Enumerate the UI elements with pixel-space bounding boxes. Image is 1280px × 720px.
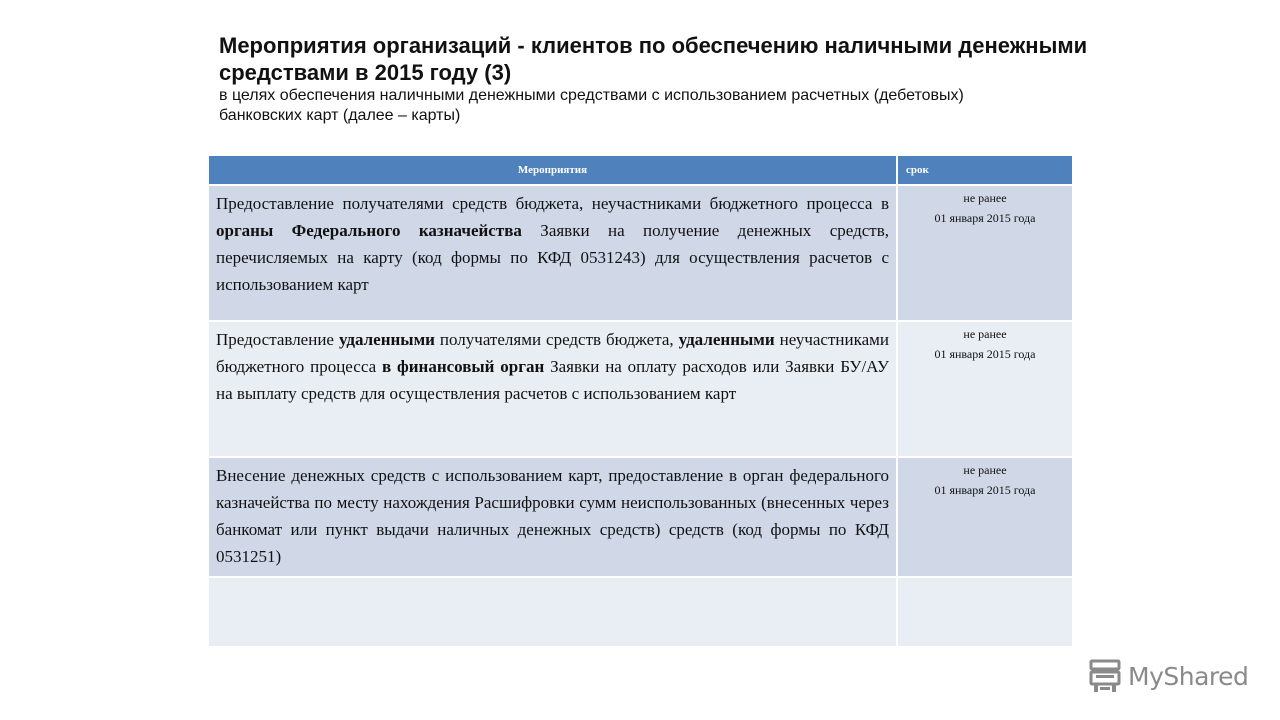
empty-cell	[209, 577, 897, 646]
desc-bold: удаленными	[678, 330, 775, 349]
term-line-2: 01 января 2015 года	[934, 347, 1036, 361]
desc-bold: удаленными	[338, 330, 435, 349]
event-term	[897, 185, 1073, 321]
desc-text: Заявки на оплату расходов или Заявки БУ/АУ на выплату средств для осуществления расчетов с использованием карт	[216, 357, 889, 403]
term-line-2: 01 января 2015 года	[934, 483, 1036, 497]
desc-text: получателями средств бюджета,	[434, 330, 679, 349]
table-row-empty	[209, 577, 1073, 646]
slide-subtitle: в целях обеспечения наличными денежными средствами с использованием расчетных (дебетовых) банковских карт (далее – карты)	[219, 87, 964, 124]
table-row	[209, 321, 1073, 457]
header-term: срок	[897, 156, 1073, 185]
desc-bold: в финансовый орган	[381, 357, 545, 376]
myshared-watermark	[1088, 656, 1248, 696]
table-header-row	[209, 156, 1073, 185]
term-line-2: 01 января 2015 года	[934, 211, 1036, 225]
event-term	[897, 321, 1073, 457]
term-line-1: не ранее	[963, 191, 1007, 205]
slide-title: Мероприятия организаций - клиентов по обеспечению наличными денежными средствами в 2015 году (3)	[219, 33, 1088, 85]
desc-text: Предоставление	[216, 330, 339, 349]
event-description	[209, 185, 897, 321]
table-row	[209, 185, 1073, 321]
desc-text: Предоставление получателями средств бюджета, неучастниками бюджетного процесса в	[216, 194, 889, 213]
header-events: Мероприятия	[209, 156, 897, 185]
table-row	[209, 457, 1073, 577]
events-table	[209, 156, 1074, 646]
term-line-1: не ранее	[963, 463, 1007, 477]
desc-text: неучастниками бюджетного процесса	[216, 330, 889, 376]
desc-bold: органы Федерального казначейства	[216, 221, 522, 240]
term-line-1: не ранее	[963, 327, 1007, 341]
event-description	[209, 321, 897, 457]
myshared-logo-text: MyShared	[1128, 661, 1249, 691]
event-term	[897, 457, 1073, 577]
empty-cell	[897, 577, 1073, 646]
event-description: Внесение денежных средств с использованием карт, предоставление в орган федерального казначейства по месту нахождения Расшифровки сумм неиспользованных (внесенных через банкомат или пункт выдачи наличных денежных средств) средств (код формы по КФД 0531251)	[209, 457, 897, 577]
myshared-logo-icon	[1088, 658, 1122, 694]
desc-text: Заявки на получение денежных средств, перечисляемых на карту (код формы по КФД 0531243) для осуществления расчетов с использованием карт	[216, 221, 889, 294]
